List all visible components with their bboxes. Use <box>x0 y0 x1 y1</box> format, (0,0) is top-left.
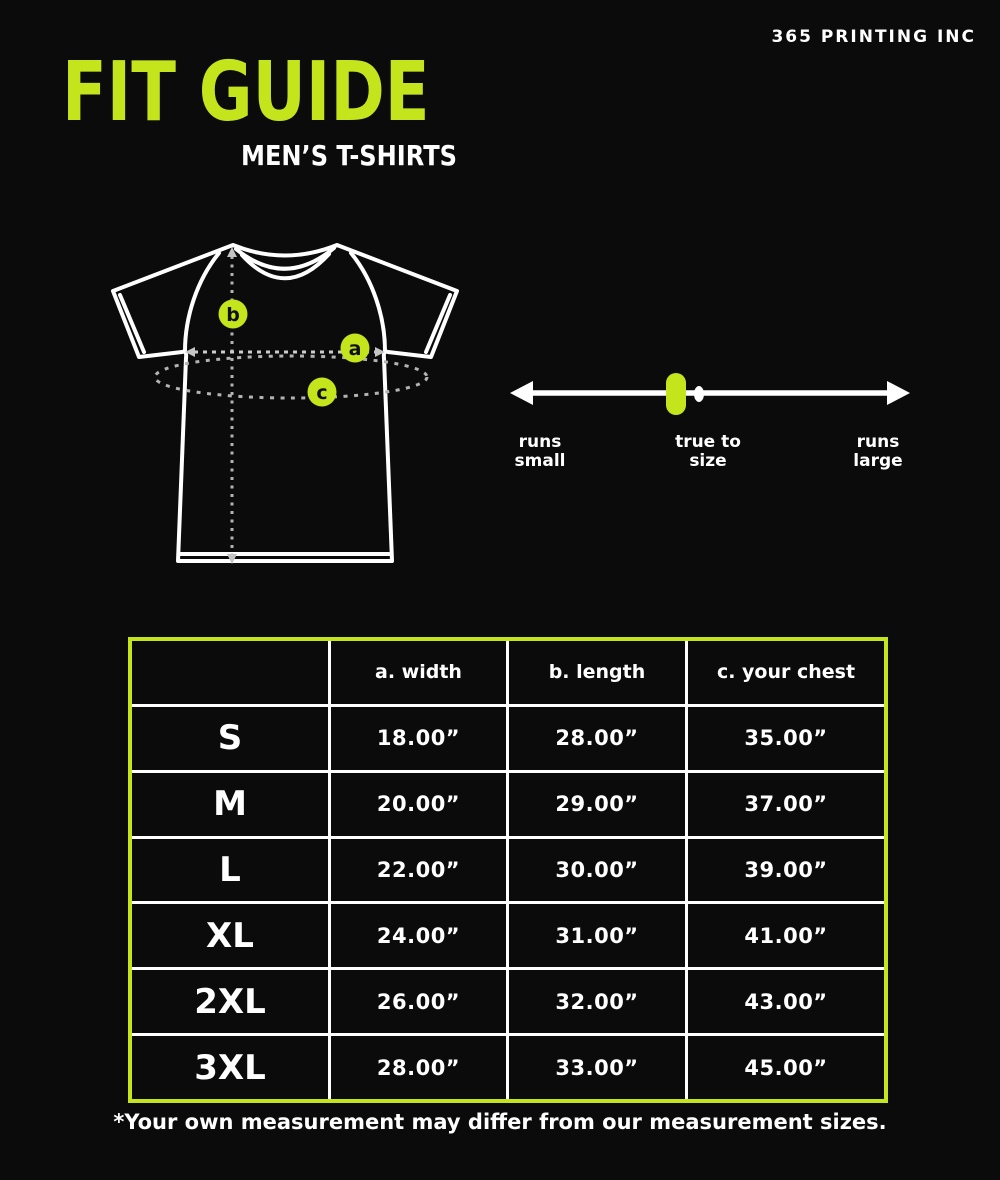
measurement-value: 31.00” <box>509 904 685 967</box>
marker-a-label: a <box>348 338 362 360</box>
measurement-value: 29.00” <box>509 773 685 836</box>
measurement-value: 18.00” <box>331 707 506 770</box>
measurement-value: 24.00” <box>331 904 506 967</box>
measurement-value: 28.00” <box>509 707 685 770</box>
measurement-value: 33.00” <box>509 1036 685 1099</box>
marker-b-label: b <box>226 304 240 326</box>
tshirt-outline <box>113 245 457 561</box>
brand-name: 365 PRINTING INC <box>771 27 976 47</box>
size-label: M <box>132 773 328 836</box>
measurement-value: 35.00” <box>688 707 884 770</box>
measurement-value: 22.00” <box>331 839 506 902</box>
measurement-value: 39.00” <box>688 839 884 902</box>
left-armhole-seam <box>185 253 219 351</box>
measurement-value: 20.00” <box>331 773 506 836</box>
fit-scale-arrow-left-icon <box>510 381 533 405</box>
measurement-value: 30.00” <box>509 839 685 902</box>
tshirt-measurement-diagram <box>85 225 485 585</box>
column-header-width: a. width <box>331 641 506 704</box>
measurement-value: 43.00” <box>688 970 884 1033</box>
fit-indicator-pill <box>666 373 686 415</box>
scale-label-runs-small: runs small <box>514 432 566 472</box>
size-label: 2XL <box>132 970 328 1033</box>
measurement-value: 41.00” <box>688 904 884 967</box>
title-block <box>62 45 457 172</box>
size-label: 3XL <box>132 1036 328 1099</box>
measurement-value: 32.00” <box>509 970 685 1033</box>
marker-c-label: c <box>316 382 328 404</box>
measurement-value: 37.00” <box>688 773 884 836</box>
measurement-value: 28.00” <box>331 1036 506 1099</box>
size-table <box>128 637 888 1103</box>
measurement-value: 45.00” <box>688 1036 884 1099</box>
scale-label-runs-large: runs large <box>853 432 903 472</box>
page-title: FIT GUIDE <box>62 45 430 140</box>
column-header-length: b. length <box>509 641 685 704</box>
column-header-chest: c. your chest <box>688 641 884 704</box>
size-label: L <box>132 839 328 902</box>
page-subtitle: MEN’S T-SHIRTS <box>240 139 457 172</box>
scale-label-true-to-size: true to size <box>675 432 741 472</box>
collar-line-inner <box>242 254 329 278</box>
fit-indicator-dot <box>694 386 704 402</box>
fit-scale-arrow-right-icon <box>887 381 910 405</box>
size-label: S <box>132 707 328 770</box>
fit-scale-slider <box>505 365 915 425</box>
column-header-size <box>132 641 328 704</box>
size-label: XL <box>132 904 328 967</box>
measurement-value: 26.00” <box>331 970 506 1033</box>
measurement-disclaimer: *Your own measurement may differ from our measurement sizes. <box>113 1110 887 1134</box>
